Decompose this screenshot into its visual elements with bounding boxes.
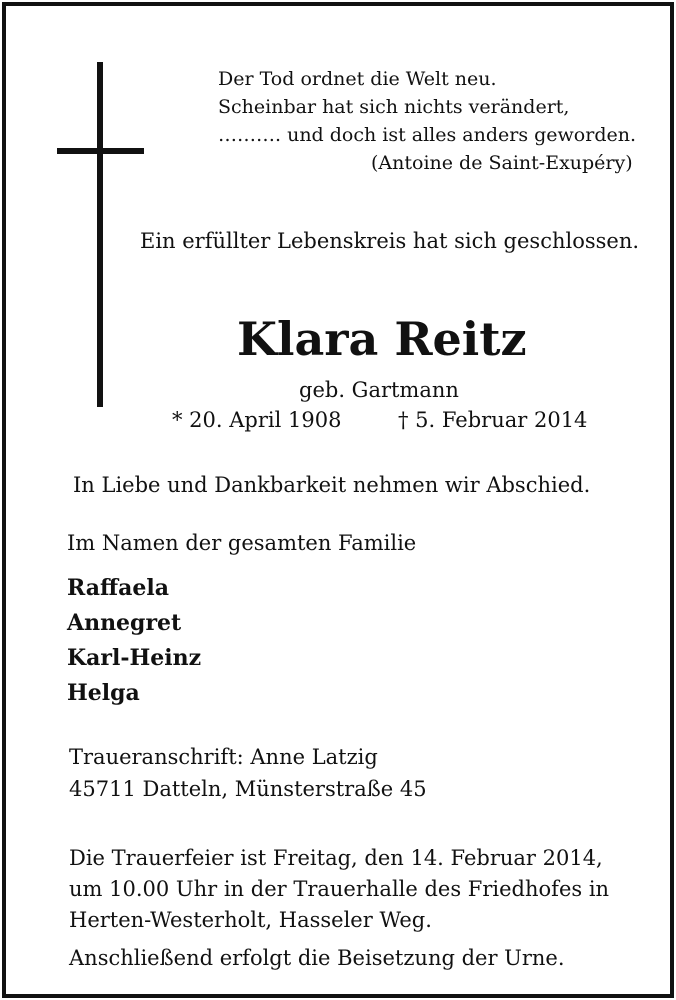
ceremony-line-3: Herten-Westerholt, Hasseler Weg. — [69, 908, 432, 932]
quote-line-3: ………. und doch ist alles anders geworden. — [218, 124, 637, 146]
family-member: Annegret — [67, 610, 182, 636]
birth-date: * 20. April 1908 — [172, 408, 342, 432]
address-line-1: Traueranschrift: Anne Latzig — [69, 745, 378, 769]
intro-text: Ein erfüllter Lebenskreis hat sich geschlossen. — [140, 229, 640, 253]
cross-icon-bar — [57, 148, 144, 154]
quote-line-1: Der Tod ordnet die Welt neu. — [218, 68, 497, 90]
maiden-name: geb. Gartmann — [299, 378, 459, 402]
deceased-name: Klara Reitz — [237, 312, 527, 366]
ceremony-line-1: Die Trauerfeier ist Freitag, den 14. Februar 2014, — [69, 846, 603, 870]
family-member: Raffaela — [67, 575, 169, 601]
ceremony-line-2: um 10.00 Uhr in der Trauerhalle des Friedhofes in — [69, 877, 610, 901]
burial-text: Anschließend erfolgt die Beisetzung der Urne. — [69, 946, 565, 970]
farewell-text: In Liebe und Dankbarkeit nehmen wir Abschied. — [73, 473, 591, 497]
family-member: Helga — [67, 680, 140, 706]
address-line-2: 45711 Datteln, Münsterstraße 45 — [69, 777, 427, 801]
quote-line-2: Scheinbar hat sich nichts verändert, — [218, 96, 570, 118]
quote-author: (Antoine de Saint-Exupéry) — [371, 152, 633, 174]
family-intro: Im Namen der gesamten Familie — [67, 531, 417, 555]
cross-icon — [97, 62, 103, 407]
death-date: † 5. Februar 2014 — [398, 408, 588, 432]
family-member: Karl-Heinz — [67, 645, 202, 671]
